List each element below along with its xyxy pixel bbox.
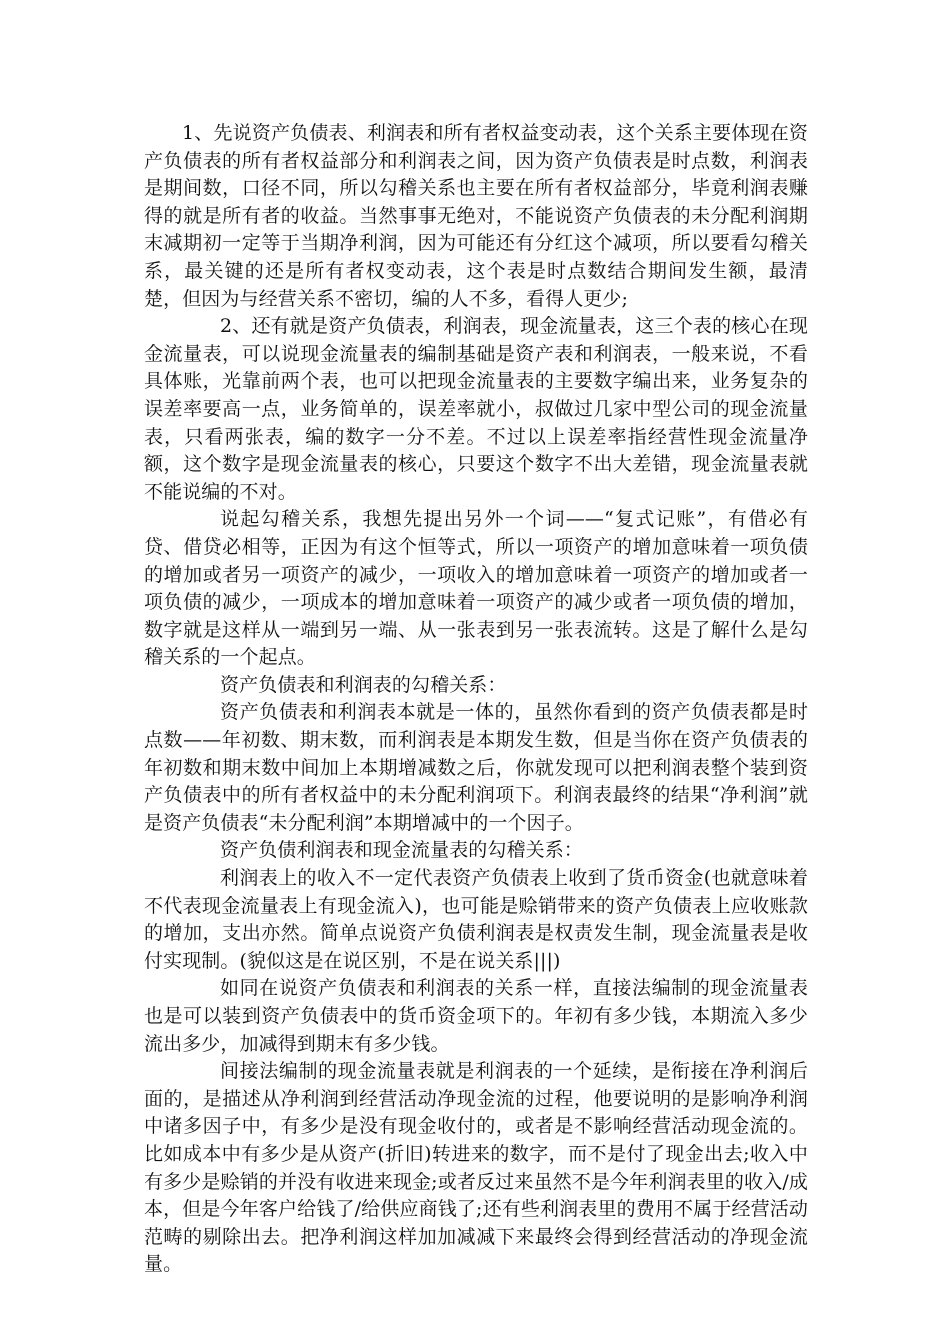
- paragraph-5: 利润表上的收入不一定代表资产负债表上收到了货币资金(也就意味着不代表现金流量表上有现金流入)，也可能是赊销带来的资产负债表上应收账款的增加，支出亦然。简单点说资产负债利润表是权责发生制，现金流量表是收付实现制。(貌似这是在说区别，不是在说关系|||): [144, 867, 808, 972]
- paragraph-1: 1、先说资产负债表、利润表和所有者权益变动表，这个关系主要体现在资产负债表的所有者权益部分和利润表之间，因为资产负债表是时点数，利润表是期间数，口径不同，所以勾稽关系也主要在所有者权益部分，毕竟利润表赚得的就是所有者的收益。当然事事无绝对，不能说资产负债表的未分配利润期末减期初一定等于当期净利润，因为可能还有分红这个减项，所以要看勾稽关系，最关键的还是所有者权变动表，这个表是时点数结合期间发生额，最清楚，但因为与经营关系不密切，编的人不多，看得人更少;: [144, 122, 808, 310]
- section-heading-balance-income: 资产负债表和利润表的勾稽关系：: [220, 673, 507, 696]
- paragraph-3: 说起勾稽关系，我想先提出另外一个词——“复式记账”，有借必有贷、借贷必相等，正因为有这个恒等式，所以一项资产的增加意味着一项负债的增加或者另一项资产的减少，一项收入的增加意味着一项资产的增加或者一项负债的减少，一项成本的增加意味着一项资产的减少或者一项负债的增加，数字就是这样从一端到另一端、从一张表到另一张表流转。这是了解什么是勾稽关系的一个起点。: [144, 508, 808, 669]
- paragraph-6: 如同在说资产负债表和利润表的关系一样，直接法编制的现金流量表也是可以装到资产负债表中的货币资金项下的。年初有多少钱，本期流入多少流出多少，加减得到期末有多少钱。: [144, 977, 808, 1055]
- paragraph-4: 资产负债表和利润表本就是一体的，虽然你看到的资产负债表都是时点数——年初数、期末数，而利润表是本期发生数，但是当你在资产负债表的年初数和期末数中间加上本期增减数之后，你就发现可以把利润表整个装到资产负债表中的所有者权益中的未分配利润项下。利润表最终的结果“净利润”就是资产负债表“未分配利润”本期增减中的一个因子。: [144, 701, 808, 834]
- paragraph-2: 2、还有就是资产负债表，利润表，现金流量表，这三个表的核心在现金流量表，可以说现金流量表的编制基础是资产表和利润表，一般来说，不看具体账，光靠前两个表，也可以把现金流量表的主要数字编出来，业务复杂的误差率要高一点，业务简单的，误差率就小，叔做过几家中型公司的现金流量表，只看两张表，编的数字一分不差。不过以上误差率指经营性现金流量净额，这个数字是现金流量表的核心，只要这个数字不出大差错，现金流量表就不能说编的不对。: [144, 315, 808, 503]
- paragraph-7: 间接法编制的现金流量表就是利润表的一个延续，是衔接在净利润后面的，是描述从净利润到经营活动净现金流的过程，他要说明的是影响净利润中诸多因子中，有多少是没有现金收付的，或者是不影响经营活动现金流的。比如成本中有多少是从资产(折旧)转进来的数字，而不是付了现金出去;收入中有多少是赊销的并没有收进来现金;或者反过来虽然不是今年利润表里的收入/成本，但是今年客户给钱了/给供应商钱了;还有些利润表里的费用不属于经营活动范畴的剔除出去。把净利润这样加加减减下来最终会得到经营活动的净现金流量。: [144, 1060, 808, 1276]
- section-heading-cashflow: 资产负债利润表和现金流量表的勾稽关系：: [220, 839, 583, 862]
- document-body: [144, 120, 808, 1279]
